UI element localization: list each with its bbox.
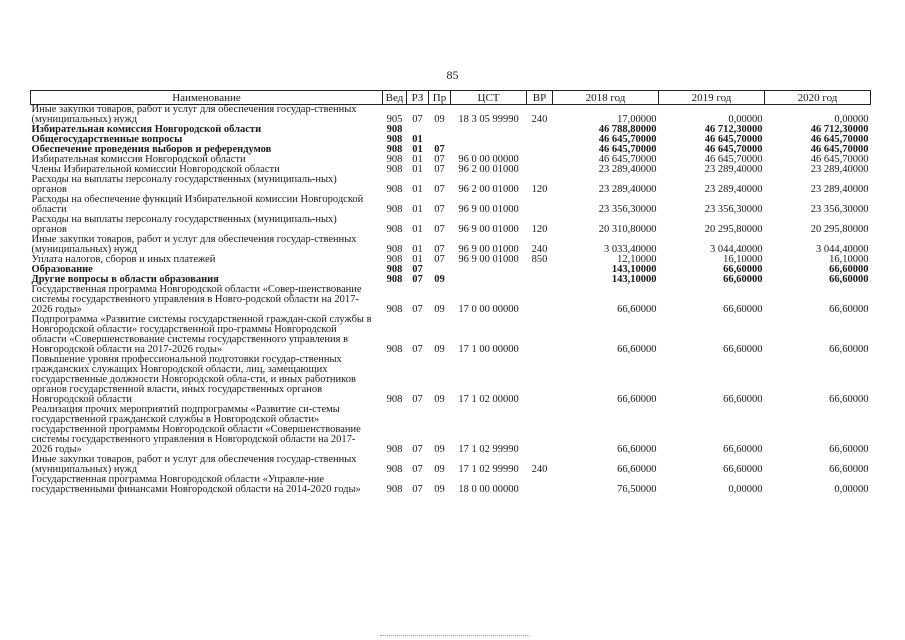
row-pr: 07: [434, 224, 445, 235]
row-vr: [527, 165, 553, 175]
row-pr: 07: [434, 184, 445, 195]
table-row: [31, 475, 871, 495]
row-name: Члены Избирательной комиссии Новгородской области: [31, 164, 280, 175]
row-value-2020: 66,60000: [829, 274, 869, 285]
row-cst: 18 3 05 99990: [458, 114, 519, 125]
row-vr: [527, 195, 553, 215]
row-vr: 850: [531, 254, 548, 265]
header-vr: ВР: [527, 91, 553, 105]
row-cst: 18 0 00 00000: [458, 484, 519, 495]
row-cst: 17 1 00 00000: [458, 344, 519, 355]
table-row: [31, 315, 871, 355]
row-vr: [527, 145, 553, 155]
row-rz: 01: [412, 204, 423, 215]
header-rz: РЗ: [407, 91, 429, 105]
row-value-2020: 66,60000: [829, 304, 869, 315]
row-vr: 120: [531, 184, 548, 195]
row-value-2020: 66,60000: [829, 264, 869, 275]
row-pr: 07: [434, 144, 445, 155]
row-value-2019: 46 712,30000: [704, 124, 763, 135]
row-rz: 01: [412, 244, 423, 255]
row-name: Другие вопросы в области образования: [31, 274, 219, 285]
row-value-2018: 143,10000: [611, 264, 657, 275]
row-value-2020: 66,60000: [829, 444, 869, 455]
row-value-2020: 0,00000: [834, 114, 869, 125]
row-name: Реализация прочих мероприятий подпрограммы «Развитие си-стемы государственной гражданской службы в Новгородской области» государственной программы Новгородской области «Совершенствование системы государственного управления в Новгородской области на 2017-2026 годы»: [31, 404, 361, 455]
row-ved: 908: [386, 304, 403, 315]
row-value-2019: 46 645,70000: [704, 134, 763, 145]
row-pr: 09: [434, 304, 445, 315]
row-value-2019: 66,60000: [723, 264, 763, 275]
row-value-2018: 46 788,80000: [598, 124, 657, 135]
row-pr: 09: [434, 114, 445, 125]
row-value-2018: 46 645,70000: [598, 144, 657, 155]
row-name: Избирательная комиссия Новгородской области: [31, 154, 246, 165]
row-rz: 01: [412, 144, 423, 155]
row-rz: 07: [412, 344, 423, 355]
row-ved: 908: [386, 264, 403, 275]
table-row: [31, 235, 871, 255]
row-value-2018: 17,00000: [617, 114, 657, 125]
row-value-2018: 66,60000: [617, 464, 657, 475]
row-rz: 01: [412, 134, 423, 145]
row-ved: 908: [386, 154, 403, 165]
row-value-2019: 0,00000: [728, 114, 763, 125]
row-name: Государственная программа Новгородской области «Совер-шенствование системы государственного управления в Новго-родской области на 2017-2026 годы»: [31, 284, 362, 315]
row-pr: 07: [434, 154, 445, 165]
row-pr: 09: [434, 464, 445, 475]
row-ved: 908: [386, 464, 403, 475]
table-row: [31, 215, 871, 235]
row-rz: 07: [412, 484, 423, 495]
table-row: [31, 405, 871, 455]
row-cst: 96 9 00 01000: [458, 244, 519, 255]
row-cst: 96 2 00 01000: [458, 184, 519, 195]
table-body: [31, 105, 871, 496]
row-cst: [451, 135, 527, 145]
row-name: Образование: [31, 264, 93, 275]
table-row: [31, 195, 871, 215]
row-value-2018: 23 289,40000: [598, 184, 657, 195]
header-name: Наименование: [31, 91, 383, 105]
row-rz: 01: [412, 224, 423, 235]
table-header-row: [31, 91, 871, 105]
row-value-2019: 46 645,70000: [704, 154, 763, 165]
row-value-2019: 0,00000: [728, 484, 763, 495]
row-vr: 240: [531, 114, 548, 125]
row-rz: 01: [412, 154, 423, 165]
row-pr: 07: [434, 204, 445, 215]
budget-table: [30, 90, 871, 495]
row-value-2020: 46 645,70000: [810, 134, 869, 145]
row-pr: [429, 125, 451, 135]
row-pr: 09: [434, 484, 445, 495]
row-cst: [451, 275, 527, 285]
header-2020: 2020 год: [765, 91, 871, 105]
row-ved: 908: [386, 144, 403, 155]
row-value-2019: 66,60000: [723, 464, 763, 475]
header-2018: 2018 год: [553, 91, 659, 105]
row-value-2020: 20 295,80000: [810, 224, 869, 235]
table-row: [31, 105, 871, 126]
row-cst: [451, 125, 527, 135]
row-cst: 17 1 02 99990: [458, 464, 519, 475]
row-vr: [527, 475, 553, 495]
row-value-2020: 0,00000: [834, 484, 869, 495]
row-value-2018: 46 645,70000: [598, 134, 657, 145]
row-value-2020: 23 289,40000: [810, 164, 869, 175]
row-value-2019: 66,60000: [723, 344, 763, 355]
row-value-2018: 3 033,40000: [604, 244, 657, 255]
row-name: Расходы на обеспечение функций Избирательной комиссии Новгородской области: [31, 194, 364, 215]
row-value-2019: 23 356,30000: [704, 204, 763, 215]
row-cst: 17 0 00 00000: [458, 304, 519, 315]
row-ved: 908: [386, 204, 403, 215]
table-row: [31, 285, 871, 315]
row-rz: 07: [412, 114, 423, 125]
row-vr: [527, 135, 553, 145]
row-vr: [527, 125, 553, 135]
row-value-2018: 46 645,70000: [598, 154, 657, 165]
row-name: Уплата налогов, сборов и иных платежей: [31, 254, 216, 265]
row-value-2020: 46 645,70000: [810, 144, 869, 155]
row-vr: 240: [531, 244, 548, 255]
row-cst: [451, 265, 527, 275]
row-value-2019: 23 289,40000: [704, 184, 763, 195]
row-value-2019: 20 295,80000: [704, 224, 763, 235]
row-cst: 96 0 00 00000: [458, 154, 519, 165]
row-vr: [527, 265, 553, 275]
row-ved: 908: [386, 124, 403, 135]
row-value-2019: 66,60000: [723, 394, 763, 405]
table-row: [31, 455, 871, 475]
row-vr: [527, 285, 553, 315]
row-vr: [527, 315, 553, 355]
row-name: Иные закупки товаров, работ и услуг для обеспечения государ-ственных (муниципальных) нужд: [31, 454, 357, 475]
row-value-2018: 66,60000: [617, 444, 657, 455]
row-value-2020: 66,60000: [829, 394, 869, 405]
row-value-2020: 3 044,40000: [816, 244, 869, 255]
row-cst: 96 9 00 01000: [458, 204, 519, 215]
row-ved: 908: [386, 444, 403, 455]
row-ved: 908: [386, 254, 403, 265]
row-rz: 07: [412, 274, 423, 285]
table-row: [31, 355, 871, 405]
row-ved: 908: [386, 244, 403, 255]
row-rz: 01: [412, 184, 423, 195]
row-value-2020: 46 712,30000: [810, 124, 869, 135]
table-row: [31, 175, 871, 195]
row-rz: 01: [412, 254, 423, 265]
row-value-2019: 66,60000: [723, 274, 763, 285]
row-value-2018: 66,60000: [617, 394, 657, 405]
row-value-2018: 66,60000: [617, 344, 657, 355]
row-value-2020: 23 356,30000: [810, 204, 869, 215]
row-vr: [527, 155, 553, 165]
row-name: Расходы на выплаты персоналу государственных (муниципаль-ных) органов: [31, 174, 337, 195]
row-value-2019: 46 645,70000: [704, 144, 763, 155]
row-name: Подпрограмма «Развитие системы государственной граждан-ской службы в Новгородской области» государственной про-граммы Новгородской области «Совершенствование системы государственного управления в Новгородской области на 2017-2026 годы»: [31, 314, 372, 355]
row-vr: [527, 355, 553, 405]
row-cst: 96 9 00 01000: [458, 224, 519, 235]
row-vr: [527, 275, 553, 285]
row-ved: 908: [386, 274, 403, 285]
header-ved: Вед: [383, 91, 407, 105]
row-value-2020: 46 645,70000: [810, 154, 869, 165]
row-rz: 07: [412, 264, 423, 275]
row-value-2019: 66,60000: [723, 304, 763, 315]
row-rz: 07: [412, 394, 423, 405]
row-value-2018: 20 310,80000: [598, 224, 657, 235]
row-value-2018: 66,60000: [617, 304, 657, 315]
row-value-2020: 66,60000: [829, 344, 869, 355]
row-rz: 01: [412, 164, 423, 175]
row-cst: 17 1 02 99990: [458, 444, 519, 455]
row-name: Иные закупки товаров, работ и услуг для обеспечения государ-ственных (муниципальных) нужд: [31, 104, 357, 125]
row-value-2020: 23 289,40000: [810, 184, 869, 195]
row-cst: 17 1 02 00000: [458, 394, 519, 405]
row-cst: 96 2 00 01000: [458, 164, 519, 175]
row-vr: 120: [531, 224, 548, 235]
row-rz: 07: [412, 464, 423, 475]
header-2019: 2019 год: [659, 91, 765, 105]
row-name: Обеспечение проведения выборов и референдумов: [31, 144, 272, 155]
row-name: Избирательная комиссия Новгородской области: [31, 124, 262, 135]
page-footer-mark: [380, 633, 530, 636]
row-cst: 96 9 00 01000: [458, 254, 519, 265]
row-value-2019: 66,60000: [723, 444, 763, 455]
row-pr: 09: [434, 274, 445, 285]
row-pr: 07: [434, 244, 445, 255]
row-value-2020: 66,60000: [829, 464, 869, 475]
row-value-2018: 23 356,30000: [598, 204, 657, 215]
row-pr: 09: [434, 444, 445, 455]
header-pr: Пр: [429, 91, 451, 105]
row-rz: 07: [412, 304, 423, 315]
row-value-2018: 23 289,40000: [598, 164, 657, 175]
row-name: Общегосударственные вопросы: [31, 134, 183, 145]
row-ved: 908: [386, 484, 403, 495]
row-value-2019: 16,10000: [723, 254, 763, 265]
row-name: Расходы на выплаты персоналу государственных (муниципаль-ных) органов: [31, 214, 337, 235]
row-name: Повышение уровня профессиональной подготовки государ-ственных гражданских служащих Новгородской области, лиц, замещающих государственные должности Новгородской обла-сти, и иных работников органов государственной власти, иных государственных органов Новгородской области: [31, 354, 356, 405]
row-value-2019: 23 289,40000: [704, 164, 763, 175]
row-name: Государственная программа Новгородской области «Управле-ние государственными финансами Новгородской области на 2014-2020 годы»: [31, 474, 361, 495]
page-number: 85: [446, 68, 459, 82]
row-value-2018: 12,10000: [617, 254, 657, 265]
row-ved: 908: [386, 224, 403, 235]
row-ved: 908: [386, 394, 403, 405]
row-ved: 905: [386, 114, 403, 125]
row-pr: 09: [434, 394, 445, 405]
row-ved: 908: [386, 134, 403, 145]
row-vr: 240: [531, 464, 548, 475]
row-value-2019: 3 044,40000: [710, 244, 763, 255]
row-ved: 908: [386, 344, 403, 355]
row-value-2020: 16,10000: [829, 254, 869, 265]
row-value-2018: 143,10000: [611, 274, 657, 285]
row-ved: 908: [386, 164, 403, 175]
header-cst: ЦСТ: [451, 91, 527, 105]
row-ved: 908: [386, 184, 403, 195]
row-value-2018: 76,50000: [617, 484, 657, 495]
row-pr: 07: [434, 164, 445, 175]
row-vr: [527, 405, 553, 455]
row-rz: 07: [412, 444, 423, 455]
row-name: Иные закупки товаров, работ и услуг для обеспечения государ-ственных (муниципальных) нужд: [31, 234, 357, 255]
row-pr: 09: [434, 344, 445, 355]
row-pr: 07: [434, 254, 445, 265]
